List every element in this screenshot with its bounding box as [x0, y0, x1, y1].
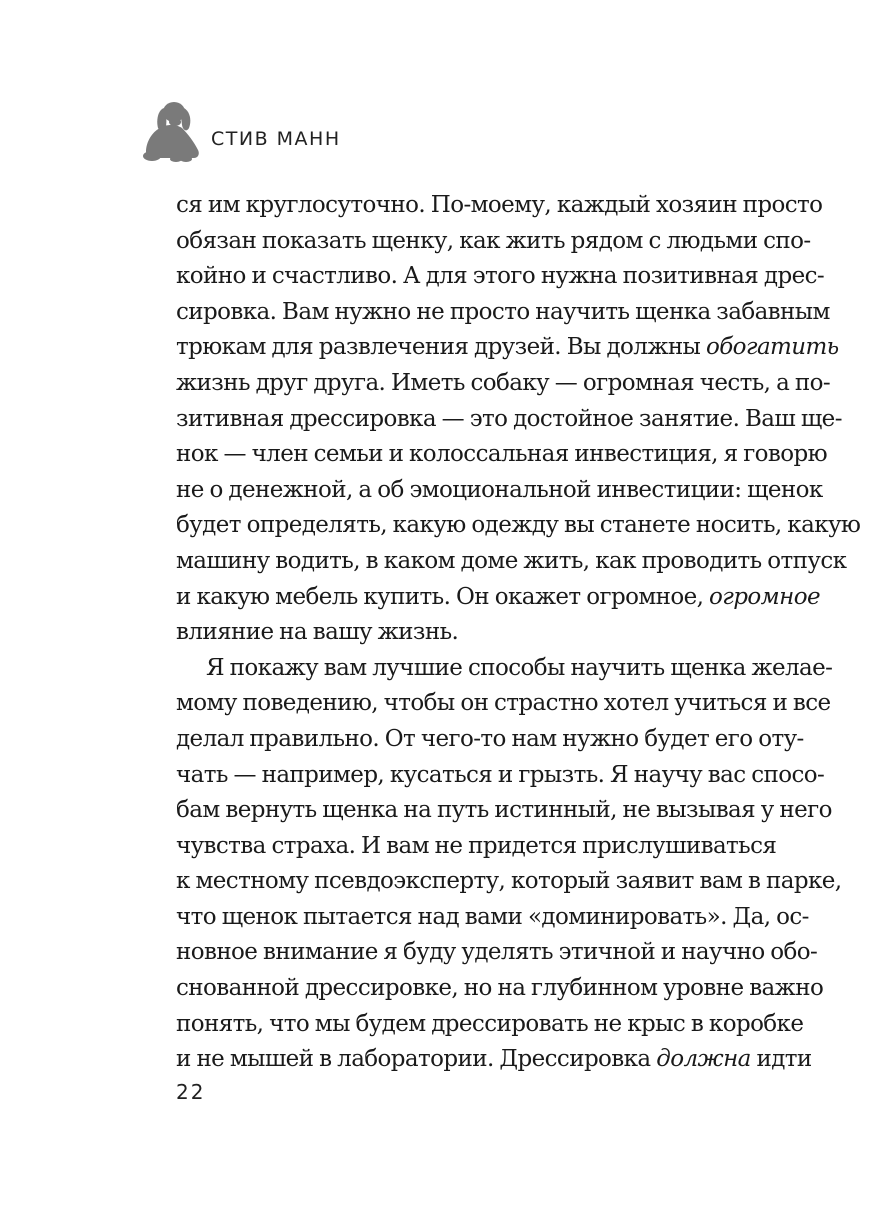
text-line: к местному псевдоэксперту, который заявит вам в парке,	[176, 868, 842, 895]
text-line: сировка. Вам нужно не просто научить щенка забавным	[176, 298, 830, 325]
puppy-silhouette-icon	[138, 98, 204, 164]
page-number: 22	[176, 1080, 206, 1104]
text-line: мому поведению, чтобы он страстно хотел учиться и все	[176, 690, 831, 717]
text-line: будет определять, какую одежду вы станете носить, какую	[176, 512, 861, 539]
text-segment: идти	[756, 1046, 812, 1073]
text-line: нок — член семьи и колоссальная инвестиция, я говорю	[176, 441, 828, 468]
italic-word: огромное	[709, 583, 820, 610]
text-line: что щенок пытается над вами «доминировать». Да, ос-	[176, 903, 809, 930]
text-line: бам вернуть щенка на путь истинный, не вызывая у него	[176, 797, 832, 824]
text-segment: и не мышей в лаборатории. Дрессировка	[176, 1046, 651, 1073]
text-line: ся им круглосуточно. По-моему, каждый хозяин просто	[176, 192, 823, 218]
page-body	[176, 188, 861, 1078]
text-line: обязан показать щенку, как жить рядом с людьми спо-	[176, 227, 811, 254]
italic-word: обогатить	[705, 334, 839, 361]
paragraph-1	[176, 188, 861, 651]
text-line: снованной дрессировке, но на глубинном уровне важно	[176, 975, 824, 1002]
text-line: понять, что мы будем дрессировать не крыс в коробке	[176, 1010, 804, 1037]
text-line: жизнь друг друга. Иметь собаку — огромная честь, а по-	[176, 369, 831, 396]
author-name: СТИВ МАНН	[211, 128, 341, 150]
text-line	[176, 1042, 812, 1078]
text-line	[176, 580, 820, 616]
italic-word: должна	[656, 1046, 751, 1073]
running-header	[138, 98, 538, 164]
text-line: чать — например, кусаться и грызть. Я научу вас спосо-	[176, 761, 825, 788]
text-line: чувства страха. И вам не придется прислушиваться	[176, 832, 777, 859]
text-line	[176, 330, 839, 366]
text-segment: трюкам для развлечения друзей. Вы должны	[176, 334, 701, 361]
text-line: новное внимание я буду уделять этичной и научно обо-	[176, 939, 818, 966]
text-segment: и какую мебель купить. Он окажет огромное,	[176, 583, 704, 610]
text-line: не о денежной, а об эмоциональной инвестиции: щенок	[176, 476, 823, 503]
text-line: делал правильно. От чего-то нам нужно будет его оту-	[176, 725, 804, 752]
text-line: койно и счастливо. А для этого нужна позитивная дрес-	[176, 263, 825, 290]
text-line: зитивная дрессировка — это достойное занятие. Ваш ще-	[176, 405, 842, 432]
text-line: Я покажу вам лучшие способы научить щенка желае-	[206, 654, 833, 681]
text-line: влияние на вашу жизнь.	[176, 619, 459, 646]
paragraph-2	[176, 651, 842, 1078]
text-line: машину водить, в каком доме жить, как проводить отпуск	[176, 547, 847, 574]
